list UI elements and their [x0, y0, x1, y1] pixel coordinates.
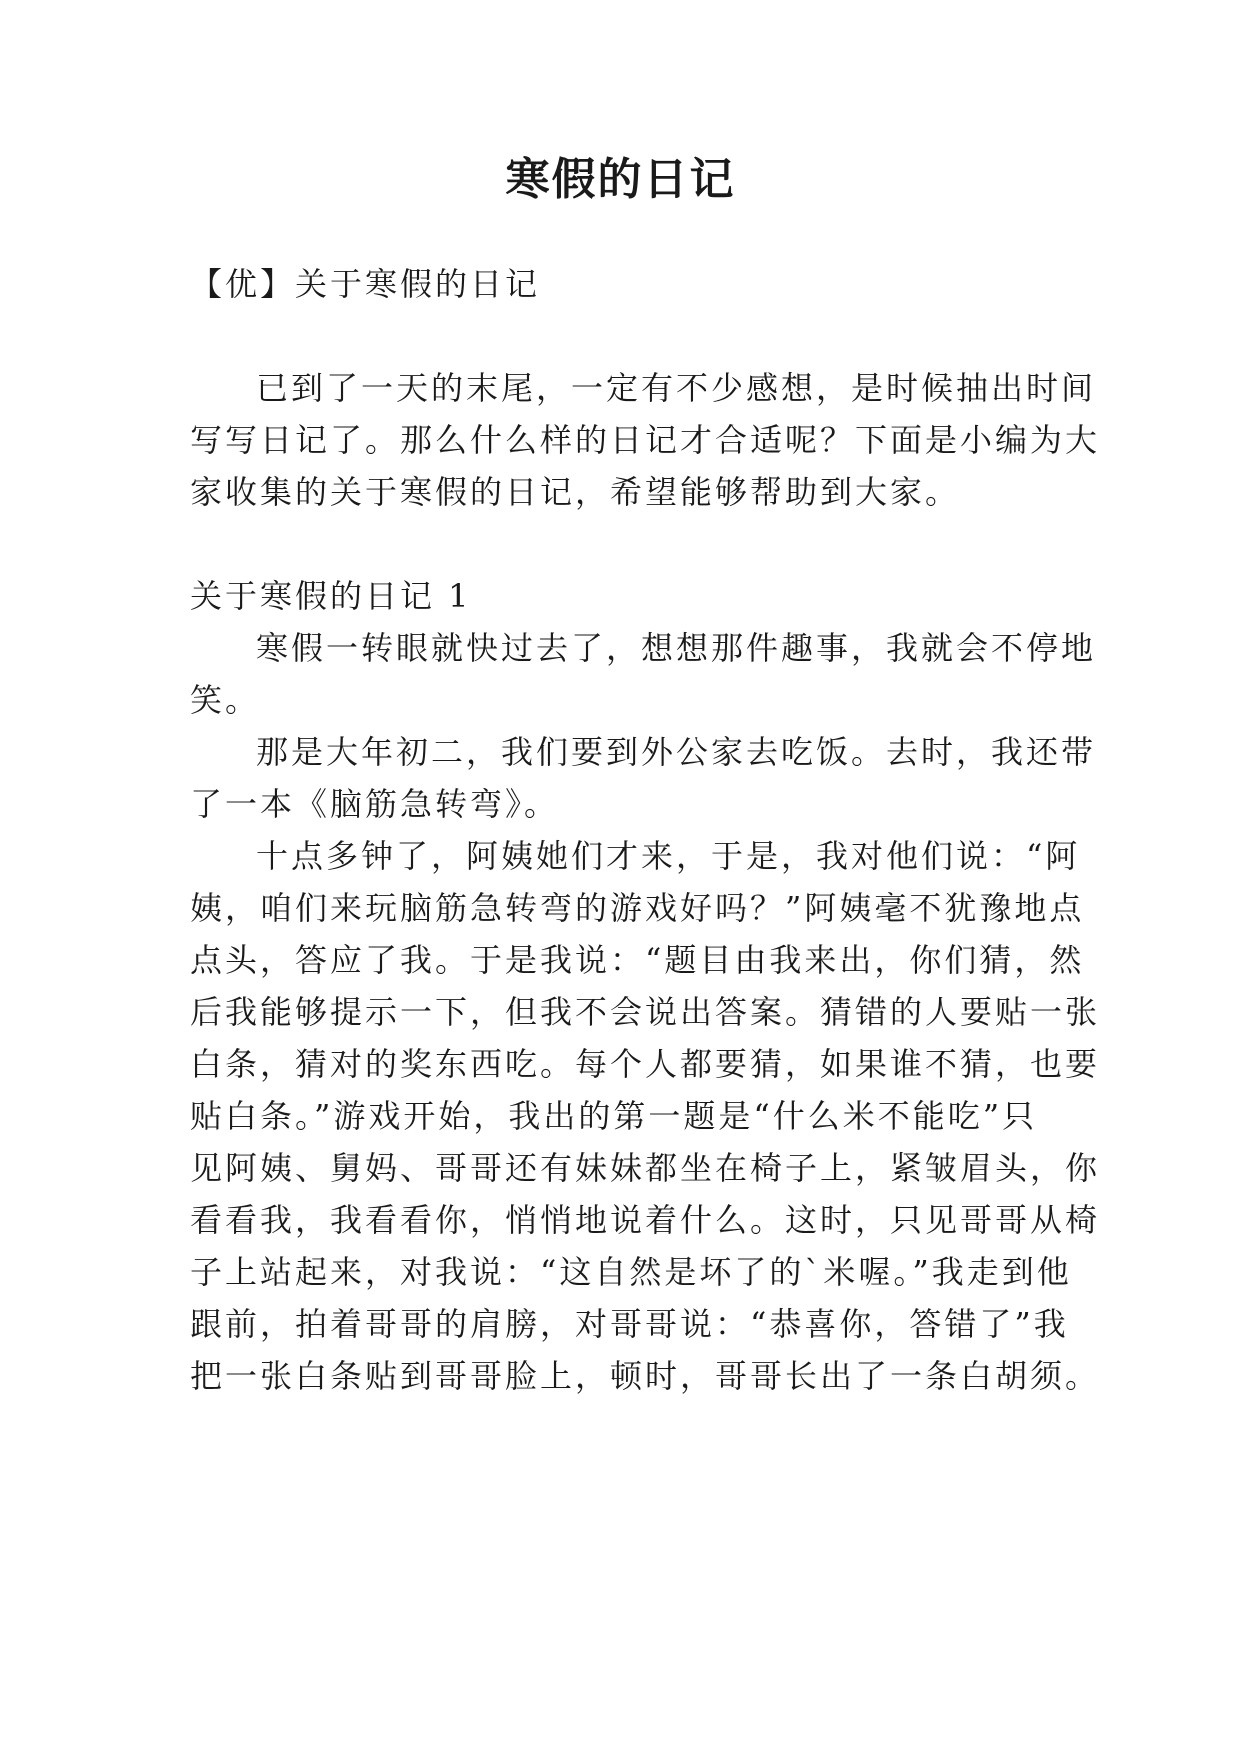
intro-line: 家收集的关于寒假的日记，希望能够帮助到大家。: [190, 473, 961, 511]
body-line: 点头，答应了我。于是我说：“题目由我来出，你们猜，然: [190, 941, 1085, 979]
body-line: 贴白条。”游戏开始，我出的第一题是“什么米不能吃”只: [190, 1097, 1038, 1135]
intro-line: 写写日记了。那么什么样的日记才合适呢？下面是小编为大: [190, 421, 1101, 459]
section-heading: 关于寒假的日记 1: [190, 577, 472, 615]
intro-line: 已到了一天的末尾，一定有不少感想，是时候抽出时间: [256, 369, 1097, 407]
body-line: 十点多钟了，阿姨她们才来，于是，我对他们说：“阿: [256, 837, 1081, 875]
body-line: 了一本《脑筋急转弯》。: [190, 785, 560, 823]
subtitle: 【优】关于寒假的日记: [190, 265, 541, 303]
body-line: 见阿姨、舅妈、哥哥还有妹妹都坐在椅子上，紧皱眉头，你: [190, 1149, 1101, 1187]
body-line: 后我能够提示一下，但我不会说出答案。猜错的人要贴一张: [190, 993, 1101, 1031]
body-line: 白条，猜对的奖东西吃。每个人都要猜，如果谁不猜，也要: [190, 1045, 1101, 1083]
body-line: 把一张白条贴到哥哥脸上，顿时，哥哥长出了一条白胡须。: [190, 1357, 1101, 1395]
body-line: 看看我，我看看你，悄悄地说着什么。这时，只见哥哥从椅: [190, 1201, 1101, 1239]
page-title: 寒假的日记: [505, 154, 736, 205]
body-line: 跟前，拍着哥哥的肩膀，对哥哥说：“恭喜你，答错了”我: [190, 1305, 1069, 1343]
body-line: 姨，咱们来玩脑筋急转弯的游戏好吗？”阿姨毫不犹豫地点: [190, 889, 1085, 927]
body-line: 子上站起来，对我说：“这自然是坏了的`米喔。”我走到他: [190, 1253, 1072, 1291]
body-line: 笑。: [190, 681, 261, 719]
body-line: 寒假一转眼就快过去了，想想那件趣事，我就会不停地: [256, 629, 1097, 667]
body-line: 那是大年初二，我们要到外公家去吃饭。去时，我还带: [256, 733, 1097, 771]
